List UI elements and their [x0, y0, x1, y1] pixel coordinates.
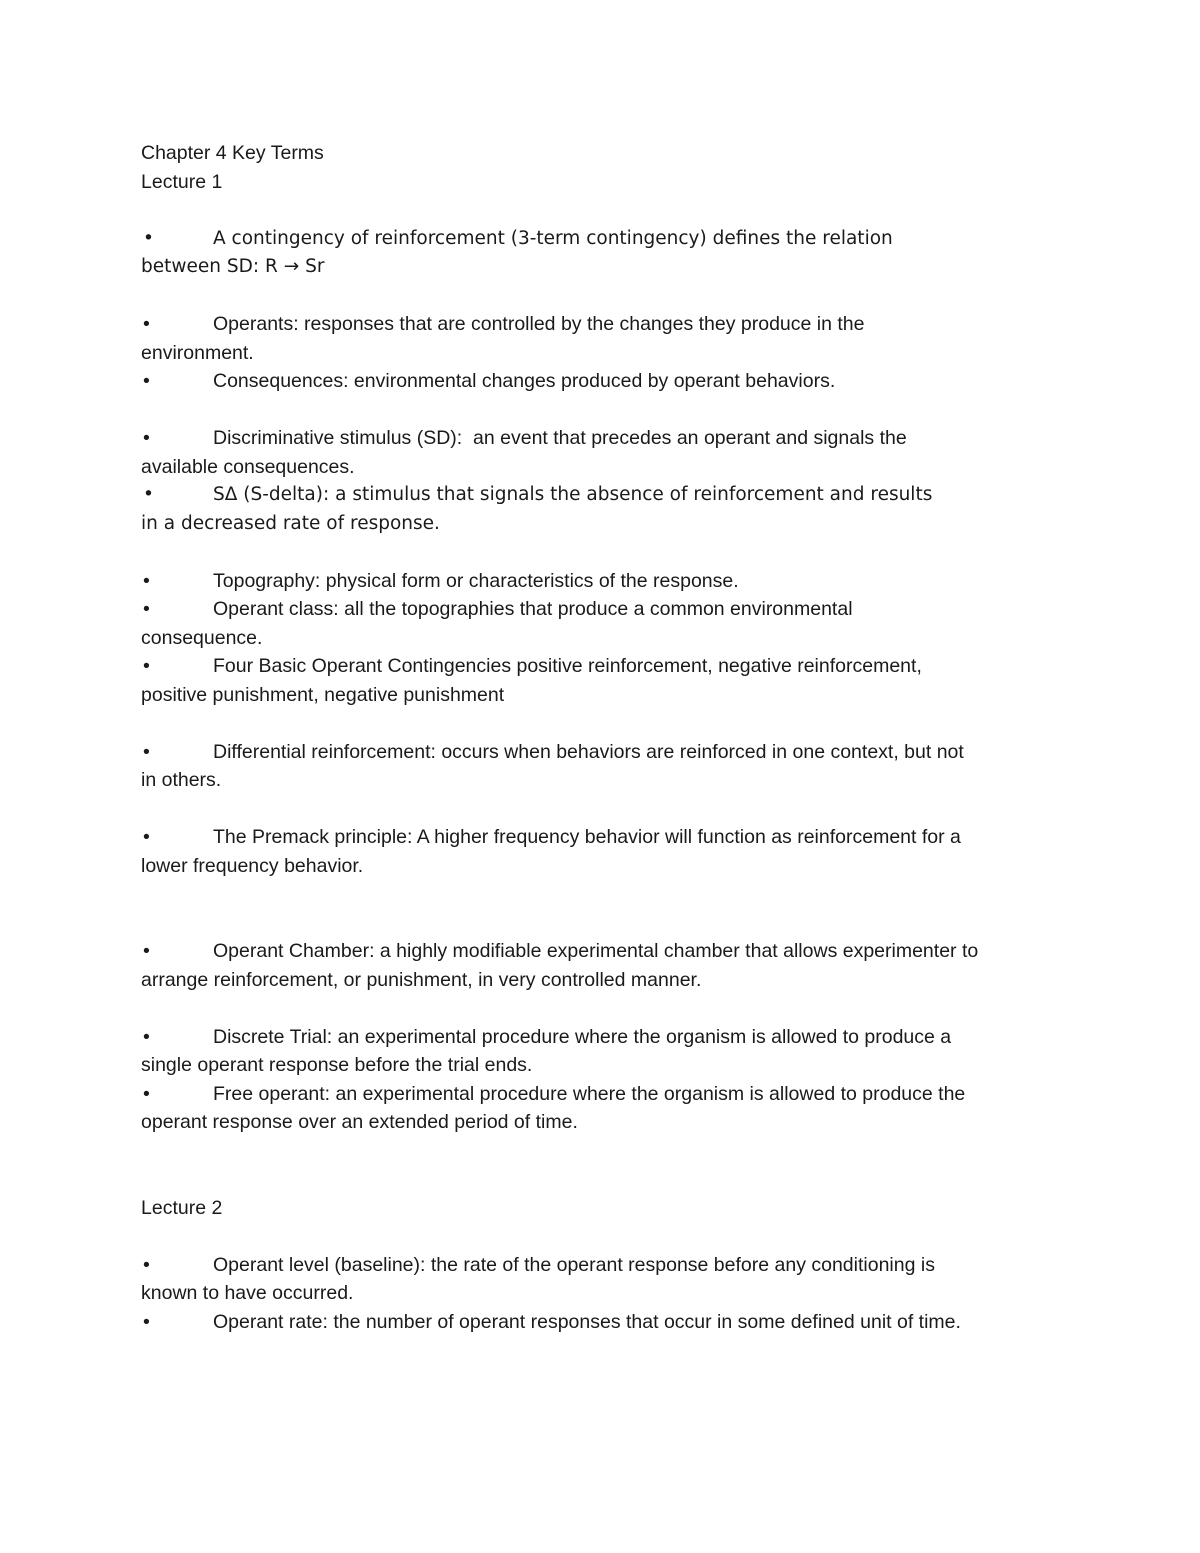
term-text: Discriminative stimulus (SD): an event that precedes an operant and signals the: [213, 427, 907, 449]
term-item-operant-level: [141, 1251, 1071, 1308]
bullet-icon: •: [143, 1025, 150, 1048]
term-item-operant-chamber: [141, 937, 1071, 994]
bullet-icon: •: [143, 1253, 150, 1276]
document-title: Chapter 4 Key Terms: [141, 142, 324, 164]
bullet-icon: •: [143, 740, 150, 763]
term-continuation: arrange reinforcement, or punishment, in very controlled manner.: [141, 968, 702, 991]
term-continuation: single operant response before the trial ends.: [141, 1054, 533, 1076]
term-item-topography: [141, 567, 1071, 596]
term-continuation: between SD: R → Sr: [141, 256, 325, 277]
term-continuation: environment.: [141, 341, 254, 364]
bullet-icon: •: [143, 313, 150, 335]
bullet-icon: •: [143, 1310, 150, 1333]
term-text: Operant Chamber: a highly modifiable experimental chamber that allows experimenter to: [213, 940, 979, 962]
lecture-1-heading: Lecture 1: [141, 170, 223, 193]
term-text: Four Basic Operant Contingencies positive reinforcement, negative reinforcement,: [213, 655, 922, 677]
term-item-s-delta: [141, 481, 1071, 538]
bullet-icon: •: [143, 655, 150, 677]
lecture-2-heading: Lecture 2: [141, 1196, 223, 1219]
term-item-discrete-trial: [141, 1023, 1071, 1080]
bullet-icon: •: [143, 1082, 150, 1105]
term-item-contingency: [141, 225, 1071, 282]
document-body: [141, 139, 1071, 1336]
term-text: Operant level (baseline): the rate of the operant response before any conditioning is: [213, 1253, 935, 1276]
bullet-icon: •: [143, 826, 150, 848]
term-text: Topography: physical form or characteristics of the response.: [213, 569, 739, 592]
term-item-operant-class: [141, 595, 1071, 652]
term-text: Operants: responses that are controlled by the changes they produce in the: [213, 313, 865, 335]
term-continuation: known to have occurred.: [141, 1282, 354, 1304]
term-item-discriminative-stimulus: [141, 424, 1071, 481]
term-text: Operant rate: the number of operant responses that occur in some defined unit of time.: [213, 1310, 961, 1333]
term-continuation: in a decreased rate of response.: [141, 512, 440, 534]
term-item-four-contingencies: [141, 652, 1071, 709]
term-continuation: operant response over an extended period of time.: [141, 1111, 578, 1133]
term-text: Free operant: an experimental procedure where the organism is allowed to produce the: [213, 1082, 966, 1105]
bullet-icon: •: [143, 598, 150, 620]
bullet-icon: •: [143, 427, 150, 449]
term-text: The Premack principle: A higher frequency behavior will function as reinforcement for a: [213, 826, 961, 848]
term-text: Discrete Trial: an experimental procedure where the organism is allowed to produce a: [213, 1025, 952, 1048]
term-item-free-operant: [141, 1080, 1071, 1137]
bullet-icon: •: [143, 940, 150, 962]
term-continuation: in others.: [141, 769, 222, 791]
term-text: SΔ (S-delta): a stimulus that signals the absence of reinforcement and results: [213, 484, 933, 505]
bullet-icon: •: [143, 370, 150, 392]
term-item-differential-reinforcement: [141, 738, 1071, 795]
bullet-icon: •: [143, 227, 154, 249]
term-text: A contingency of reinforcement (3-term contingency) defines the relation: [213, 227, 893, 249]
bullet-icon: •: [143, 569, 150, 592]
term-continuation: consequence.: [141, 626, 263, 649]
term-item-operants: [141, 310, 1071, 367]
term-item-consequences: [141, 367, 1071, 396]
term-item-premack-principle: [141, 823, 1071, 880]
term-item-operant-rate: [141, 1308, 1071, 1337]
term-text: Differential reinforcement: occurs when behaviors are reinforced in one context, but not: [213, 740, 964, 763]
term-continuation: lower frequency behavior.: [141, 854, 364, 877]
term-text: Consequences: environmental changes produced by operant behaviors.: [213, 370, 836, 392]
term-continuation: positive punishment, negative punishment: [141, 683, 505, 706]
bullet-icon: •: [143, 484, 154, 505]
term-continuation: available consequences.: [141, 455, 355, 478]
term-text: Operant class: all the topographies that produce a common environmental: [213, 598, 853, 620]
